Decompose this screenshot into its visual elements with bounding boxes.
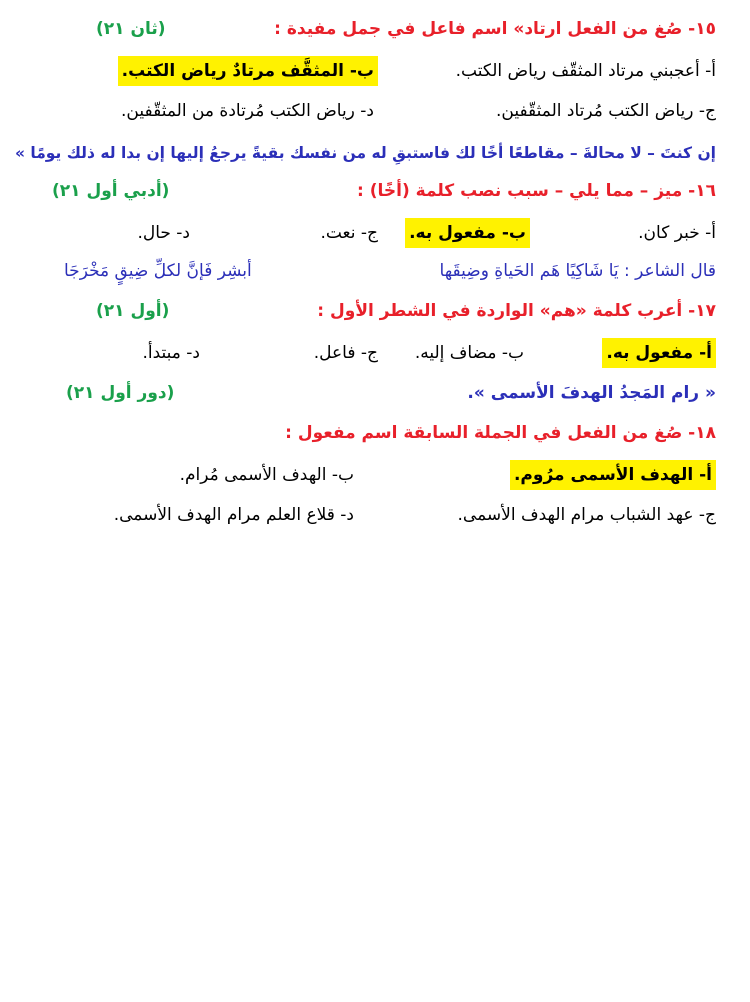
poem-row: [0, 256, 750, 290]
quote2-text: « رام المَجدُ الهدفَ الأسمى ».: [467, 383, 716, 403]
q15-option-d: د- رياض الكتب مُرتادة من المثقّفين.: [121, 101, 374, 121]
q17-source: (أول ٢١): [96, 301, 170, 321]
q18-option-b: ب- الهدف الأسمى مُرام.: [179, 465, 354, 485]
poem-second-hemistich: أبشِر فَإنَّ لكلِّ ضِيقٍ مَخْرَجَا: [64, 261, 252, 281]
q16-options-row: [0, 218, 750, 252]
q16-option-d: د- حال.: [137, 223, 190, 243]
quote2-row: [0, 378, 750, 412]
q16-option-c: ج- نعت.: [320, 223, 378, 243]
q15-option-a: أ- أعجبني مرتاد المثقّف رياض الكتب.: [455, 61, 716, 81]
q18-option-a: أ- الهدف الأسمى مرُوم.: [510, 460, 716, 490]
q17-option-d: د- مبتدأ.: [142, 343, 200, 363]
quote1-row: [0, 138, 750, 172]
q18-title: ١٨- صُغ من الفعل في الجملة السابقة اسم مفعول :: [285, 423, 716, 443]
q17-option-a: أ- مفعول به.: [602, 338, 716, 368]
quote2-source: (دور أول ٢١): [66, 383, 175, 403]
q15-title: ١٥- صُغ من الفعل ارتاد» اسم فاعل في جمل مفيدة :: [274, 19, 716, 39]
q16-option-a: أ- خبر كان.: [638, 223, 716, 243]
q18-row-ab: [0, 460, 750, 494]
q16-source: (أدبي أول ٢١): [52, 181, 170, 201]
q17-option-c: ج- فاعل.: [313, 343, 378, 363]
q15-row-ab: [0, 56, 750, 90]
quote1-text: إن كنتَ – لا محالةَ – مقاطعًا أخًا لك فاستبقِ له من نفسك بقيةً يرجعُ إليها إن بدا له ذلك يومًا »: [14, 144, 716, 162]
q15-row-cd: [0, 96, 750, 130]
q17-option-b: ب- مضاف إليه.: [414, 343, 524, 363]
q17-title: ١٧- أعرب كلمة «هم» الواردة في الشطر الأول :: [317, 301, 716, 321]
q15-title-row: [0, 14, 750, 48]
q17-options-row: [0, 338, 750, 372]
q15-option-b: ب- المثقَّف مرتادٌ رياض الكتب.: [118, 56, 378, 86]
q16-title-row: [0, 176, 750, 210]
poem-first-hemistich: قال الشاعر : يَا شَاكِيًا هَم الحَياةِ وضِيقَها: [439, 261, 716, 281]
q18-row-cd: [0, 500, 750, 534]
q16-title: ١٦- ميز – مما يلي – سبب نصب كلمة (أخًا) :: [357, 181, 716, 201]
q18-option-c: ج- عهد الشباب مرام الهدف الأسمى.: [457, 505, 716, 525]
q18-title-row: [0, 418, 750, 452]
q18-option-d: د- قلاع العلم مرام الهدف الأسمى.: [113, 505, 354, 525]
q15-source: (ثان ٢١): [96, 19, 166, 39]
q16-option-b: ب- مفعول به.: [405, 218, 530, 248]
q15-option-c: ج- رياض الكتب مُرتاد المثقّفين.: [495, 101, 716, 121]
q17-title-row: [0, 296, 750, 330]
